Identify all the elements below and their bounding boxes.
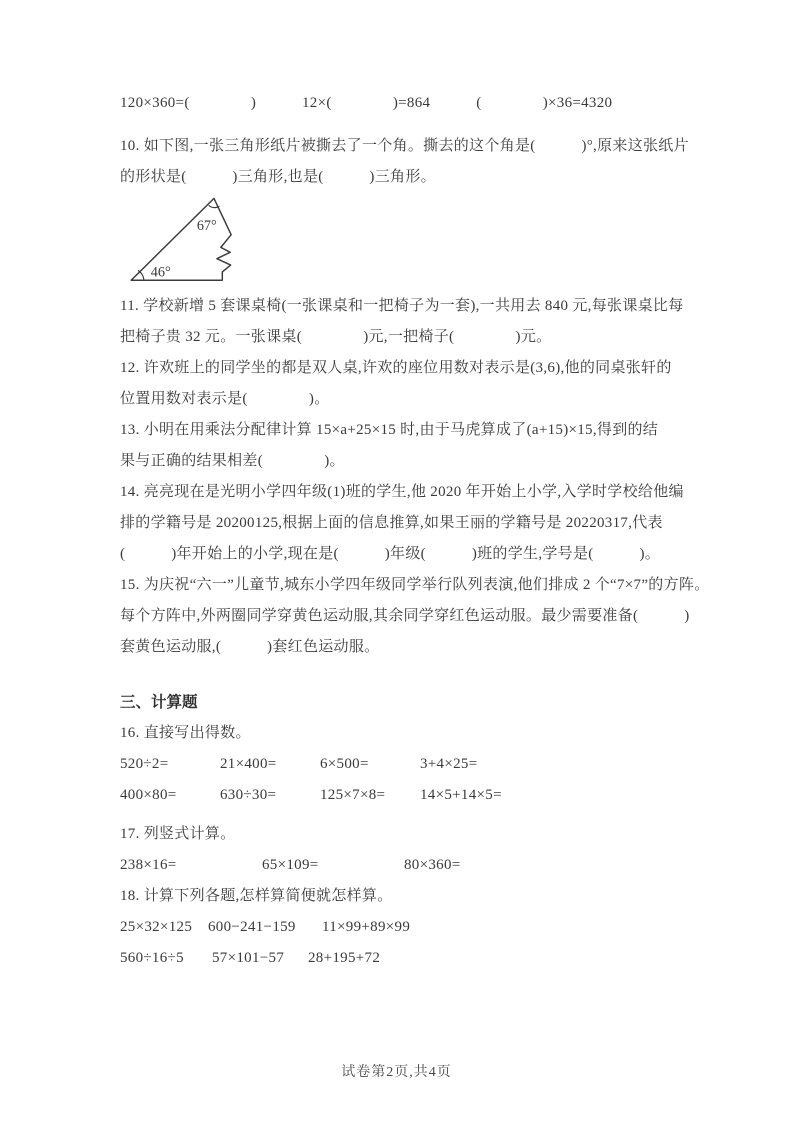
question-14-line1: 14. 亮亮现在是光明小学四年级(1)班的学生,他 2020 年开始上小学,入学时学校给他编 (120, 484, 684, 500)
question-13-line1: 13. 小明在用乘法分配律计算 15×a+25×15 时,由于马虎算成了(a+15)×15,得到的结 (120, 422, 659, 438)
expression: 3+4×25= (420, 756, 478, 772)
section-3-heading: 三、计算题 (120, 694, 198, 711)
page-footer: 试卷第2页,共4页 (341, 1065, 452, 1080)
question-17-row (120, 850, 680, 881)
expression: 25×32×125 (120, 919, 193, 935)
expression: 21×400= (220, 756, 277, 772)
question-10 (120, 131, 689, 193)
question-16-head: 16. 直接写出得数。 (120, 725, 251, 741)
question-13 (120, 415, 680, 477)
question-15-line3: 套黄色运动服,( )套红色运动服。 (120, 639, 380, 655)
question-11-line1: 11. 学校新增 5 套课桌椅(一张课桌和一把椅子为一套),一共用去 840 元,每张课桌比每 (120, 298, 684, 314)
expression: 560÷16÷5 (120, 950, 184, 966)
question-15 (120, 570, 710, 663)
question-9-blanks-line: 120×360=( ) 12×( )=864 ( )×36=4320 (120, 95, 613, 111)
question-16-row1 (120, 749, 680, 780)
triangle-outline (131, 198, 231, 280)
question-12 (120, 353, 680, 415)
expression: 28+195+72 (308, 950, 381, 966)
expression: 14×5+14×5= (420, 787, 502, 803)
left-angle-label: 46° (150, 264, 171, 281)
question-10-line2: 的形状是( )三角形,也是( )三角形。 (120, 169, 436, 185)
question-11 (120, 291, 684, 353)
top-angle-label: 67° (196, 218, 217, 235)
expression: 125×7×8= (320, 787, 386, 803)
question-18-row1 (120, 912, 680, 943)
question-18-head: 18. 计算下列各题,怎样算简便就怎样算。 (120, 888, 393, 904)
question-10-line1: 10. 如下图,一张三角形纸片被撕去了一个角。撕去的这个角是( )°,原来这张纸片 (120, 138, 689, 154)
expression: 400×80= (120, 787, 177, 803)
expression: 6×500= (320, 756, 369, 772)
question-12-line1: 12. 许欢班上的同学坐的都是双人桌,许欢的座位用数对表示是(3,6),他的同桌张轩的 (120, 360, 672, 376)
question-16-row2 (120, 780, 680, 811)
expression: 57×101−57 (212, 950, 285, 966)
expression: 80×360= (404, 857, 461, 873)
expression: 520÷2= (120, 756, 169, 772)
question-18 (120, 881, 680, 974)
exam-content (120, 88, 710, 974)
question-17-head: 17. 列竖式计算。 (120, 826, 236, 842)
question-14-line2: 排的学籍号是 20200125,根据上面的信息推算,如果王丽的学籍号是 20220317,代表 (120, 515, 663, 531)
question-18-row2 (120, 943, 680, 974)
torn-triangle-figure (114, 193, 680, 291)
expression: 600−241−159 (208, 919, 296, 935)
question-14-line3: ( )年开始上的小学,现在是( )年级( )班的学生,学号是( )。 (120, 546, 661, 562)
question-15-line2: 每个方阵中,外两圈同学穿黄色运动服,其余同学穿红色运动服。最少需要准备( ) (120, 608, 690, 624)
question-13-line2: 果与正确的结果相差( )。 (120, 453, 345, 469)
question-17 (120, 819, 680, 881)
question-14 (120, 477, 684, 570)
question-15-line1: 15. 为庆祝“六一”儿童节,城东小学四年级同学举行队列表演,他们排成 2 个“7×7”的方阵。 (120, 577, 710, 593)
question-12-line2: 位置用数对表示是( )。 (120, 391, 330, 407)
expression: 65×109= (262, 857, 319, 873)
expression: 238×16= (120, 857, 177, 873)
expression: 11×99+89×99 (322, 919, 411, 935)
question-16 (120, 718, 680, 811)
question-11-line2: 把椅子贵 32 元。一张课桌( )元,一把椅子( )元。 (120, 329, 552, 345)
torn-triangle-svg (114, 193, 264, 291)
expression: 630÷30= (220, 787, 277, 803)
